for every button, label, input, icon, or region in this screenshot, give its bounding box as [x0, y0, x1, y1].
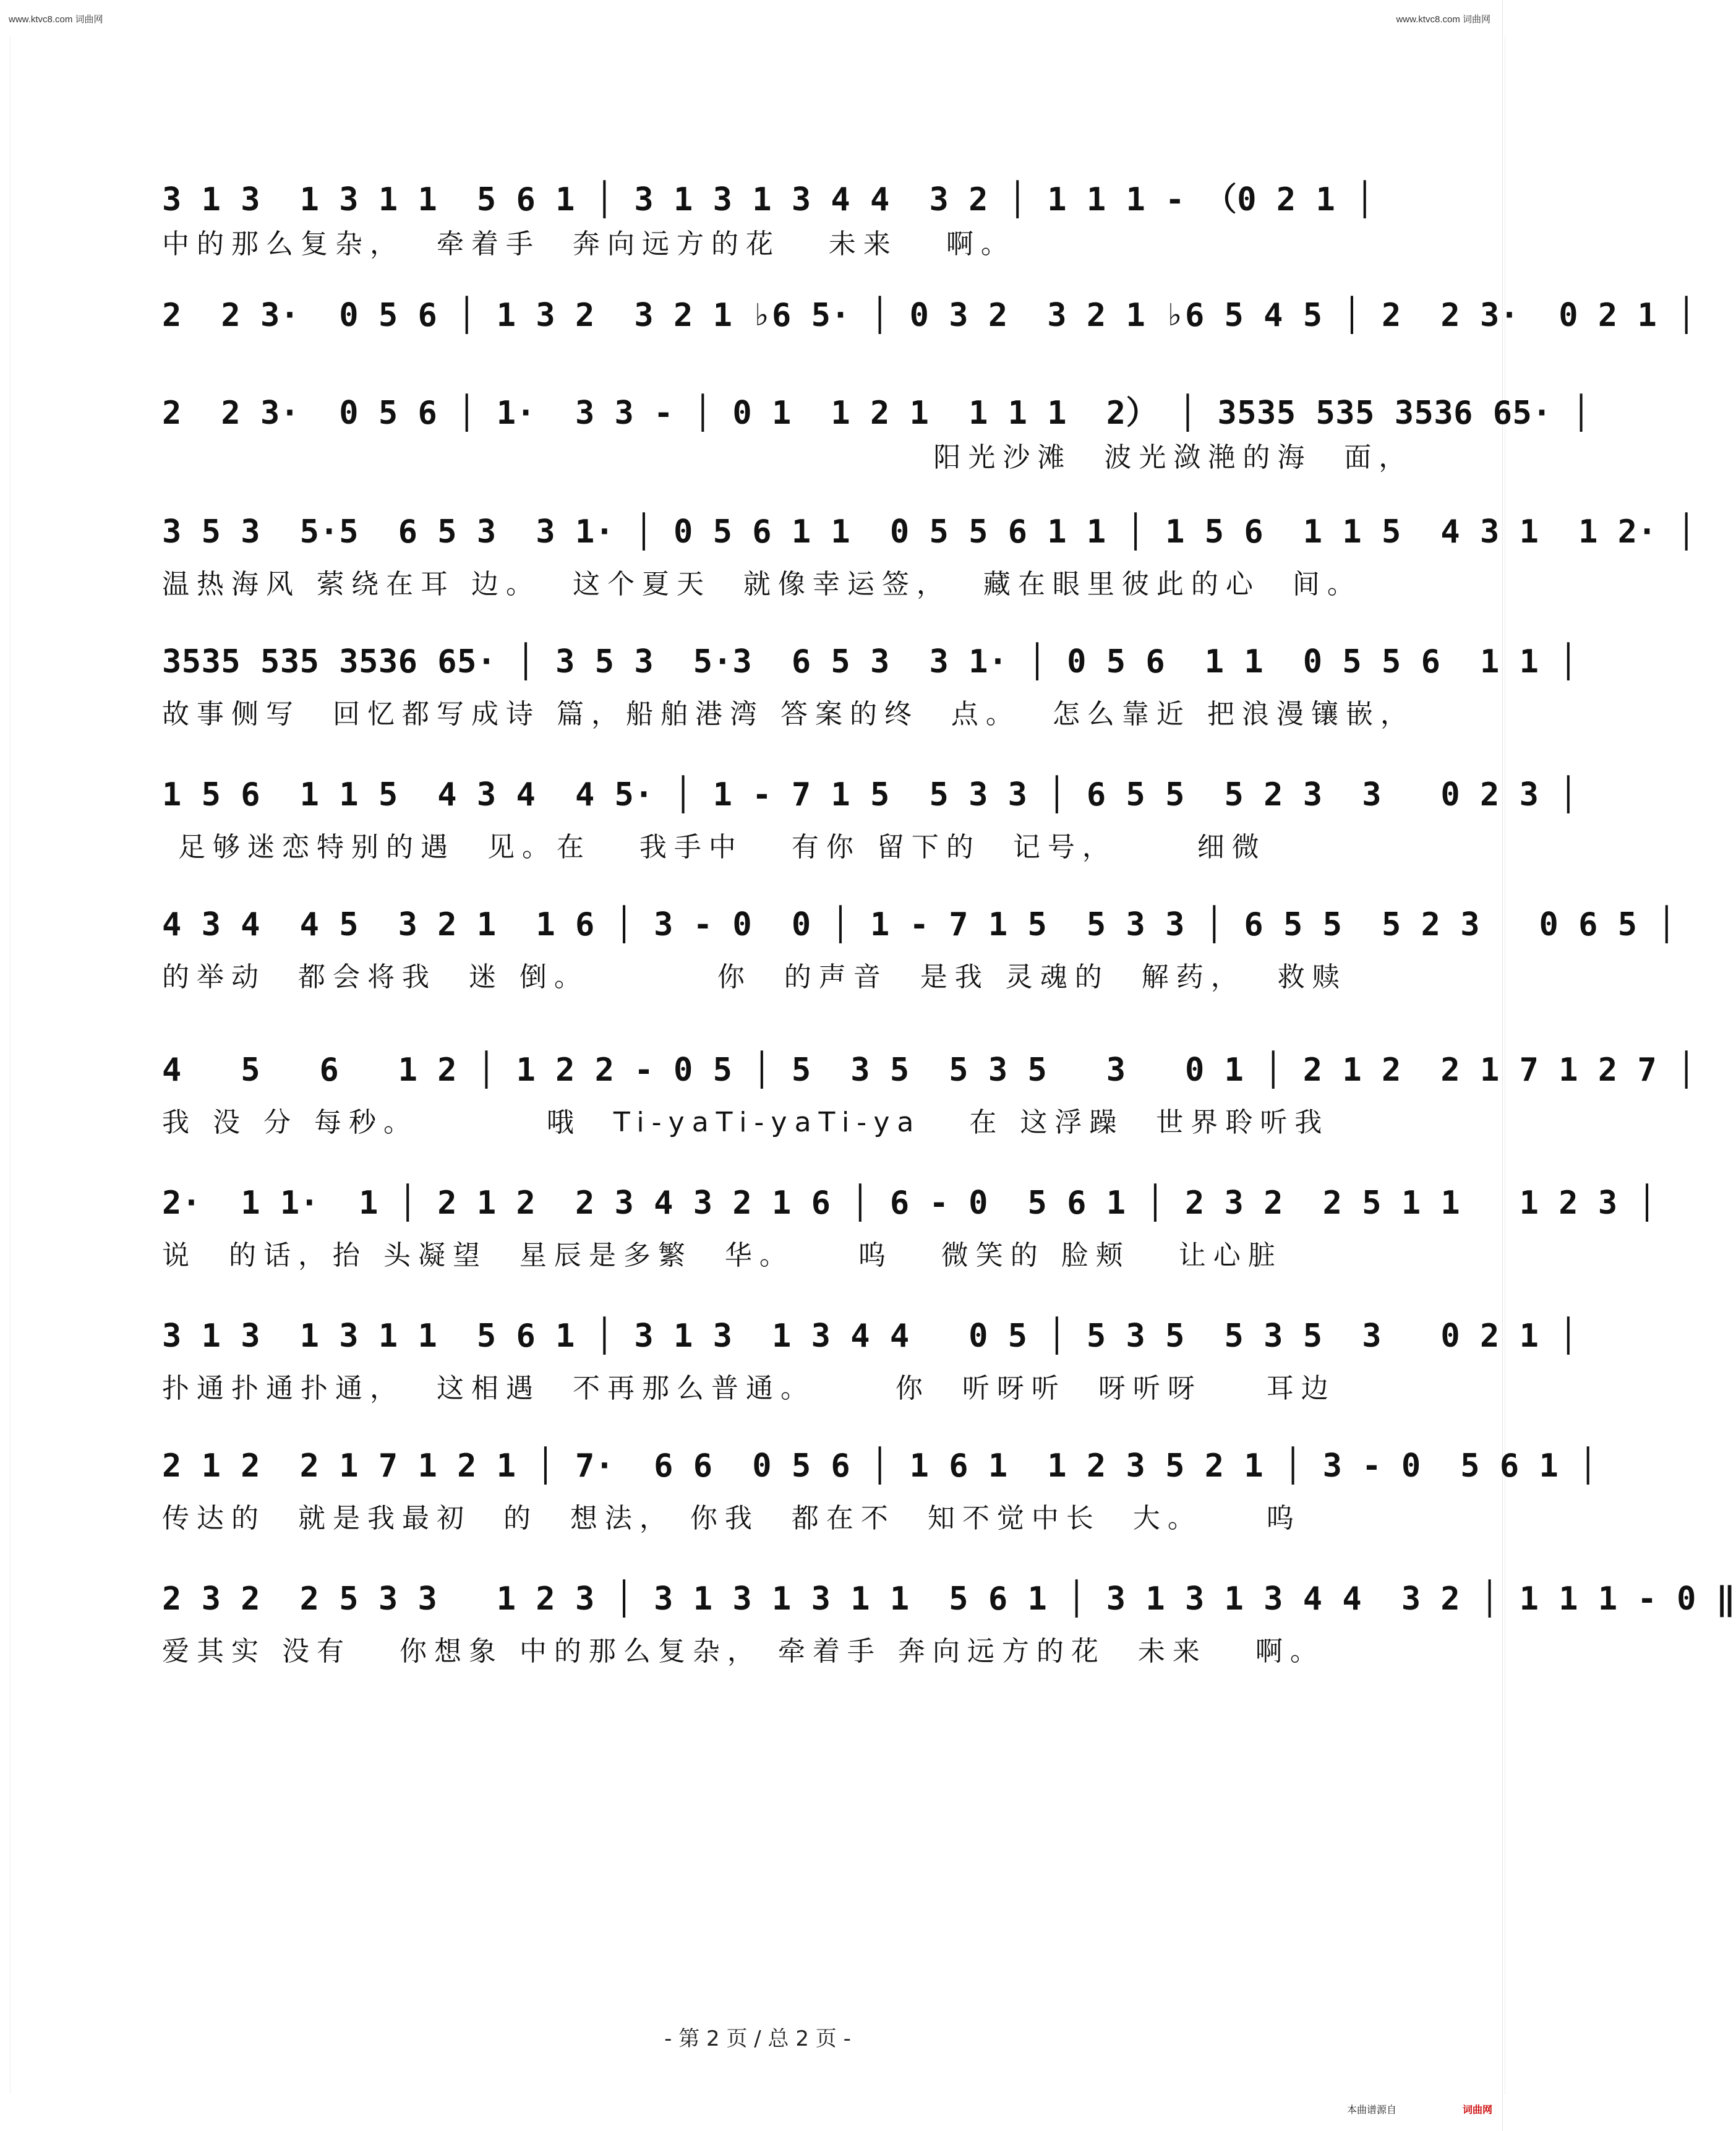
notation-line: 4 5 6 1 2 │ 1 2 2 - 0 5 │ 5 3 5 5 3 5 3 0 1 │ 2 1 2 2 1 7 1 2 7 │ — [162, 1052, 1696, 1089]
lyric-line: 的举动 都会将我 迷 倒。 你 的声音 是我 灵魂的 解药， 救赎 — [162, 961, 1347, 993]
notation-line: 2 3 2 2 5 3 3 1 2 3 │ 3 1 3 1 3 1 1 5 6 1 │ 3 1 3 1 3 4 4 3 2 │ 1 1 1 - 0 ‖ — [162, 1580, 1736, 1618]
notation-line: 2 2 3· 0 5 6 │ 1 3 2 3 2 1 ♭6 5· │ 0 3 2 3 2 1 ♭6 5 4 5 │ 2 2 3· 0 2 1 │ — [162, 297, 1696, 334]
lyric-line: 爱其实 没有 你想象 中的那么复杂， 牵着手 奔向远方的花 未来 啊。 — [162, 1636, 1325, 1667]
page-number: - 第 2 页 / 总 2 页 - — [664, 2026, 851, 2051]
notation-line: 3535 535 3536 65· │ 3 5 3 5·3 6 5 3 3 1· │ 0 5 6 1 1 0 5 5 6 1 1 │ — [162, 643, 1579, 680]
lyric-line: 温热海风 萦绕在耳 边。 这个夏天 就像幸运签， 藏在眼里彼此的心 间。 — [162, 568, 1362, 600]
lyric-line: 阳光沙滩 波光潋滟的海 面， — [162, 442, 1414, 473]
left-margin-watermark — [0, 37, 11, 2094]
lyric-line: 足够迷恋特别的遇 见。在 我手中 有你 留下的 记号， 细微 — [162, 831, 1267, 863]
source-note: 本曲谱源自 — [1347, 2104, 1397, 2116]
notation-line: 4 3 4 4 5 3 2 1 1 6 │ 3 - 0 0 │ 1 - 7 1 5 5 3 3 │ 6 5 5 5 2 3 0 6 5 │ — [162, 906, 1677, 943]
lyric-line: 扑通扑通扑通， 这相遇 不再那么普通。 你 听呀听 呀听呀 耳边 — [162, 1373, 1336, 1404]
lyric-line: 中的那么复杂， 牵着手 奔向远方的花 未来 啊。 — [162, 228, 1016, 260]
notation-line: 2· 1 1· 1 │ 2 1 2 2 3 4 3 2 1 6 │ 6 - 0 5 6 1 │ 2 3 2 2 5 1 1 1 2 3 │ — [162, 1185, 1657, 1222]
lyric-line: 我 没 分 每秒。 哦 Ti-yaTi-yaTi-ya 在 这浮躁 世界聆听我 — [162, 1107, 1330, 1138]
notation-line: 3 5 3 5·5 6 5 3 3 1· │ 0 5 6 1 1 0 5 5 6 1 1 │ 1 5 6 1 1 5 4 3 1 1 2· │ — [162, 513, 1696, 551]
site-header-left: www.ktvc8.com 词曲网 — [9, 14, 103, 25]
notation-line: 1 5 6 1 1 5 4 3 4 4 5· │ 1 - 7 1 5 5 3 3 │ 6 5 5 5 2 3 3 0 2 3 │ — [162, 776, 1579, 813]
lyric-line: 故事侧写 回忆都写成诗 篇，船舶港湾 答案的终 点。 怎么靠近 把浪漫镶嵌， — [162, 698, 1415, 730]
notation-line: 2 1 2 2 1 7 1 2 1 │ 7· 6 6 0 5 6 │ 1 6 1 1 2 3 5 2 1 │ 3 - 0 5 6 1 │ — [162, 1447, 1598, 1485]
lyric-line: 传达的 就是我最初 的 想法， 你我 都在不 知不觉中长 大。 呜 — [162, 1503, 1301, 1534]
site-header-right: www.ktvc8.com 词曲网 — [1396, 14, 1490, 25]
notation-line: 3 1 3 1 3 1 1 5 6 1 │ 3 1 3 1 3 4 4 0 5 │ 5 3 5 5 3 5 3 0 2 1 │ — [162, 1318, 1579, 1355]
notation-line: 2 2 3· 0 5 6 │ 1· 3 3 - │ 0 1 1 2 1 1 1 1 2） │ 3535 535 3536 65· │ — [162, 395, 1591, 432]
site-logo-text: 词曲网 — [1463, 2104, 1493, 2116]
notation-line: 3 1 3 1 3 1 1 5 6 1 │ 3 1 3 1 3 4 4 3 2 │ 1 1 1 - （0 2 1 │ — [162, 181, 1375, 218]
lyric-line: 说 的话，抬 头凝望 星辰是多繁 华。 呜 微笑的 脸颊 让心脏 — [162, 1240, 1283, 1271]
